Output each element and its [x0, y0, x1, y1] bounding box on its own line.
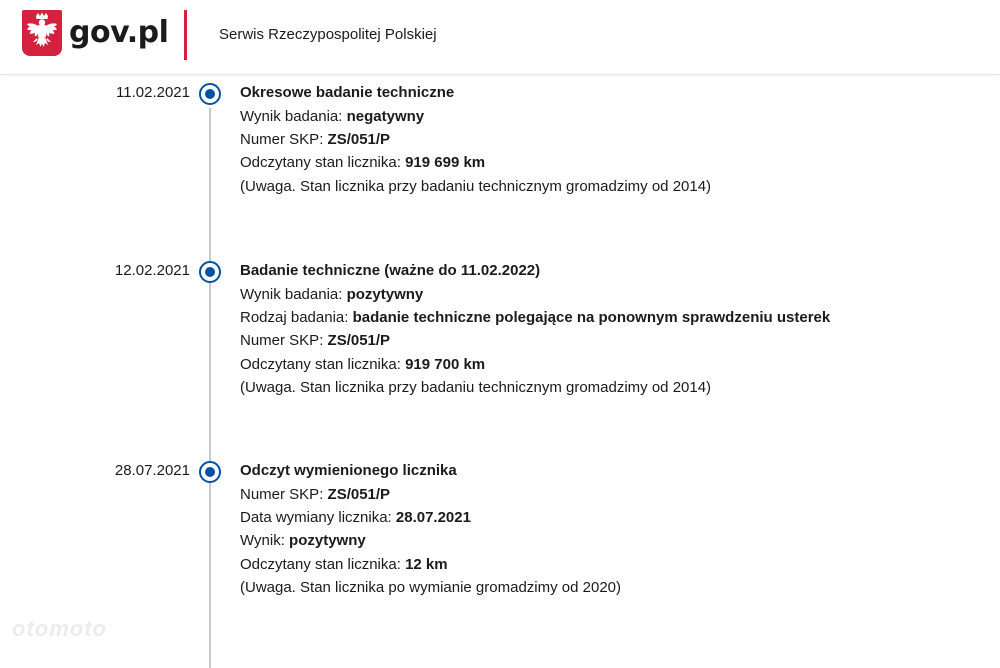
entry-date: 12.02.2021: [114, 262, 190, 279]
detail-row: [240, 151, 711, 174]
detail-value: ZS/051/P: [327, 486, 391, 503]
detail-label: Numer SKP:: [240, 131, 328, 149]
detail-label: Rodzaj badania:: [240, 309, 353, 327]
detail-label: Odczytany stan licznika:: [240, 154, 406, 172]
detail-row: [240, 128, 711, 151]
detail-row: [240, 353, 830, 376]
detail-row: [240, 329, 830, 352]
detail-label: Wynik badania:: [240, 108, 347, 125]
header-divider: [184, 10, 187, 60]
detail-label: Odczytany stan licznika:: [240, 555, 406, 573]
detail-value: 919 700 km: [405, 355, 486, 373]
detail-row: [240, 483, 621, 506]
detail-row: [240, 105, 711, 128]
entry-date: 28.07.2021: [114, 462, 190, 479]
watermark: otomoto: [12, 616, 107, 641]
detail-row: [240, 306, 830, 329]
detail-label: Data wymiany licznika:: [240, 509, 396, 527]
detail-label: (Uwaga. Stan licznika po wymianie gromadzimy od 2020): [240, 578, 622, 596]
timeline-dot-icon: [199, 461, 221, 483]
detail-label: Odczytany stan licznika:: [240, 355, 406, 373]
entry-details: [240, 105, 711, 198]
detail-note: [240, 175, 711, 198]
detail-label: Numer SKP:: [240, 486, 328, 503]
detail-note: [240, 576, 621, 599]
entry-title: Badanie techniczne (ważne do 11.02.2022): [240, 262, 541, 279]
detail-value: badanie techniczne polegające na ponownym sprawdzeniu usterek: [352, 309, 831, 327]
detail-value: 919 699 km: [405, 154, 486, 172]
detail-value: 12 km: [405, 555, 448, 573]
detail-row: [240, 529, 621, 552]
detail-value: 28.07.2021: [395, 509, 471, 527]
logo-text[interactable]: gov.pl: [69, 15, 169, 50]
entry-details: [240, 483, 621, 599]
polish-eagle-icon[interactable]: [22, 10, 62, 56]
site-header: [0, 0, 1000, 75]
detail-value: ZS/051/P: [327, 332, 391, 350]
timeline-dot-icon: [199, 261, 221, 283]
detail-value: ZS/051/P: [327, 131, 391, 149]
detail-row: [240, 283, 830, 306]
detail-label: Wynik badania:: [240, 286, 347, 303]
detail-label: Numer SKP:: [240, 332, 328, 350]
detail-label: Wynik:: [240, 532, 290, 550]
detail-value: pozytywny: [346, 286, 424, 303]
timeline-dot-icon: [199, 83, 221, 105]
entry-title: Odczyt wymienionego licznika: [240, 462, 457, 479]
detail-row: [240, 506, 621, 529]
detail-value: negatywny: [346, 108, 425, 125]
detail-note: [240, 376, 830, 399]
entry-date: 11.02.2021: [116, 84, 190, 101]
detail-label: (Uwaga. Stan licznika przy badaniu technicznym gromadzimy od 2014): [240, 177, 712, 195]
detail-value: pozytywny: [289, 532, 366, 550]
header-subtitle: Serwis Rzeczypospolitej Polskiej: [219, 26, 437, 43]
timeline-line: [209, 108, 211, 668]
entry-title: Okresowe badanie techniczne: [240, 84, 455, 101]
detail-label: (Uwaga. Stan licznika przy badaniu technicznym gromadzimy od 2014): [240, 378, 712, 396]
entry-details: [240, 283, 830, 399]
detail-row: [240, 553, 621, 576]
